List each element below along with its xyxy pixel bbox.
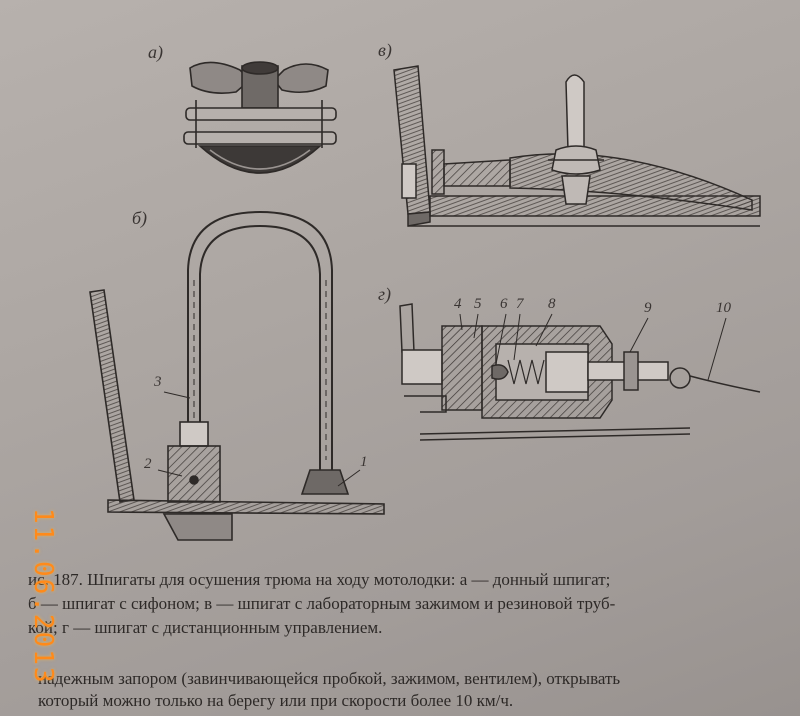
part-number-3: 3 xyxy=(154,374,162,390)
part-number-6: 6 xyxy=(500,296,508,312)
body-line-2: который можно только на берегу или при скорости более 10 км/ч. xyxy=(38,691,514,710)
caption-line-2: б — шпигат с сифоном; в — шпигат с лабораторным зажимом и резиновой труб- xyxy=(28,594,616,613)
figure-caption xyxy=(28,568,788,640)
part-number-9: 9 xyxy=(644,300,652,316)
date-stamp-text: 11.06.2013 xyxy=(28,508,58,685)
part-number-5: 5 xyxy=(474,296,482,312)
figure-b-siphon-scupper xyxy=(90,212,384,540)
figure-g-remote-scupper xyxy=(400,304,760,440)
caption-line-3: кой; г — шпигат с дистанционным управлением. xyxy=(28,618,383,637)
part-number-1: 1 xyxy=(360,454,368,470)
part-number-7: 7 xyxy=(516,296,524,312)
part-number-2: 2 xyxy=(144,456,152,472)
caption-line-1: ис. 187. Шпигаты для осушения трюма на ходу мотолодки: а — донный шпигат; xyxy=(28,570,611,589)
camera-date-stamp xyxy=(14,508,74,708)
body-paragraph xyxy=(38,668,778,712)
part-number-4: 4 xyxy=(454,296,462,312)
part-number-8: 8 xyxy=(548,296,556,312)
figure-a-bottom-scupper xyxy=(184,62,336,173)
body-line-1: надежным запором (завинчивающейся пробкой, зажимом, вентилем), открывать xyxy=(38,669,621,688)
part-number-10: 10 xyxy=(716,300,731,316)
figure-label-g: г) xyxy=(378,284,392,304)
figure-label-v: в) xyxy=(378,40,392,60)
figure-label-a: а) xyxy=(148,42,163,62)
figure-label-b: б) xyxy=(132,208,148,228)
figure-v-clamp-scupper xyxy=(394,66,760,226)
